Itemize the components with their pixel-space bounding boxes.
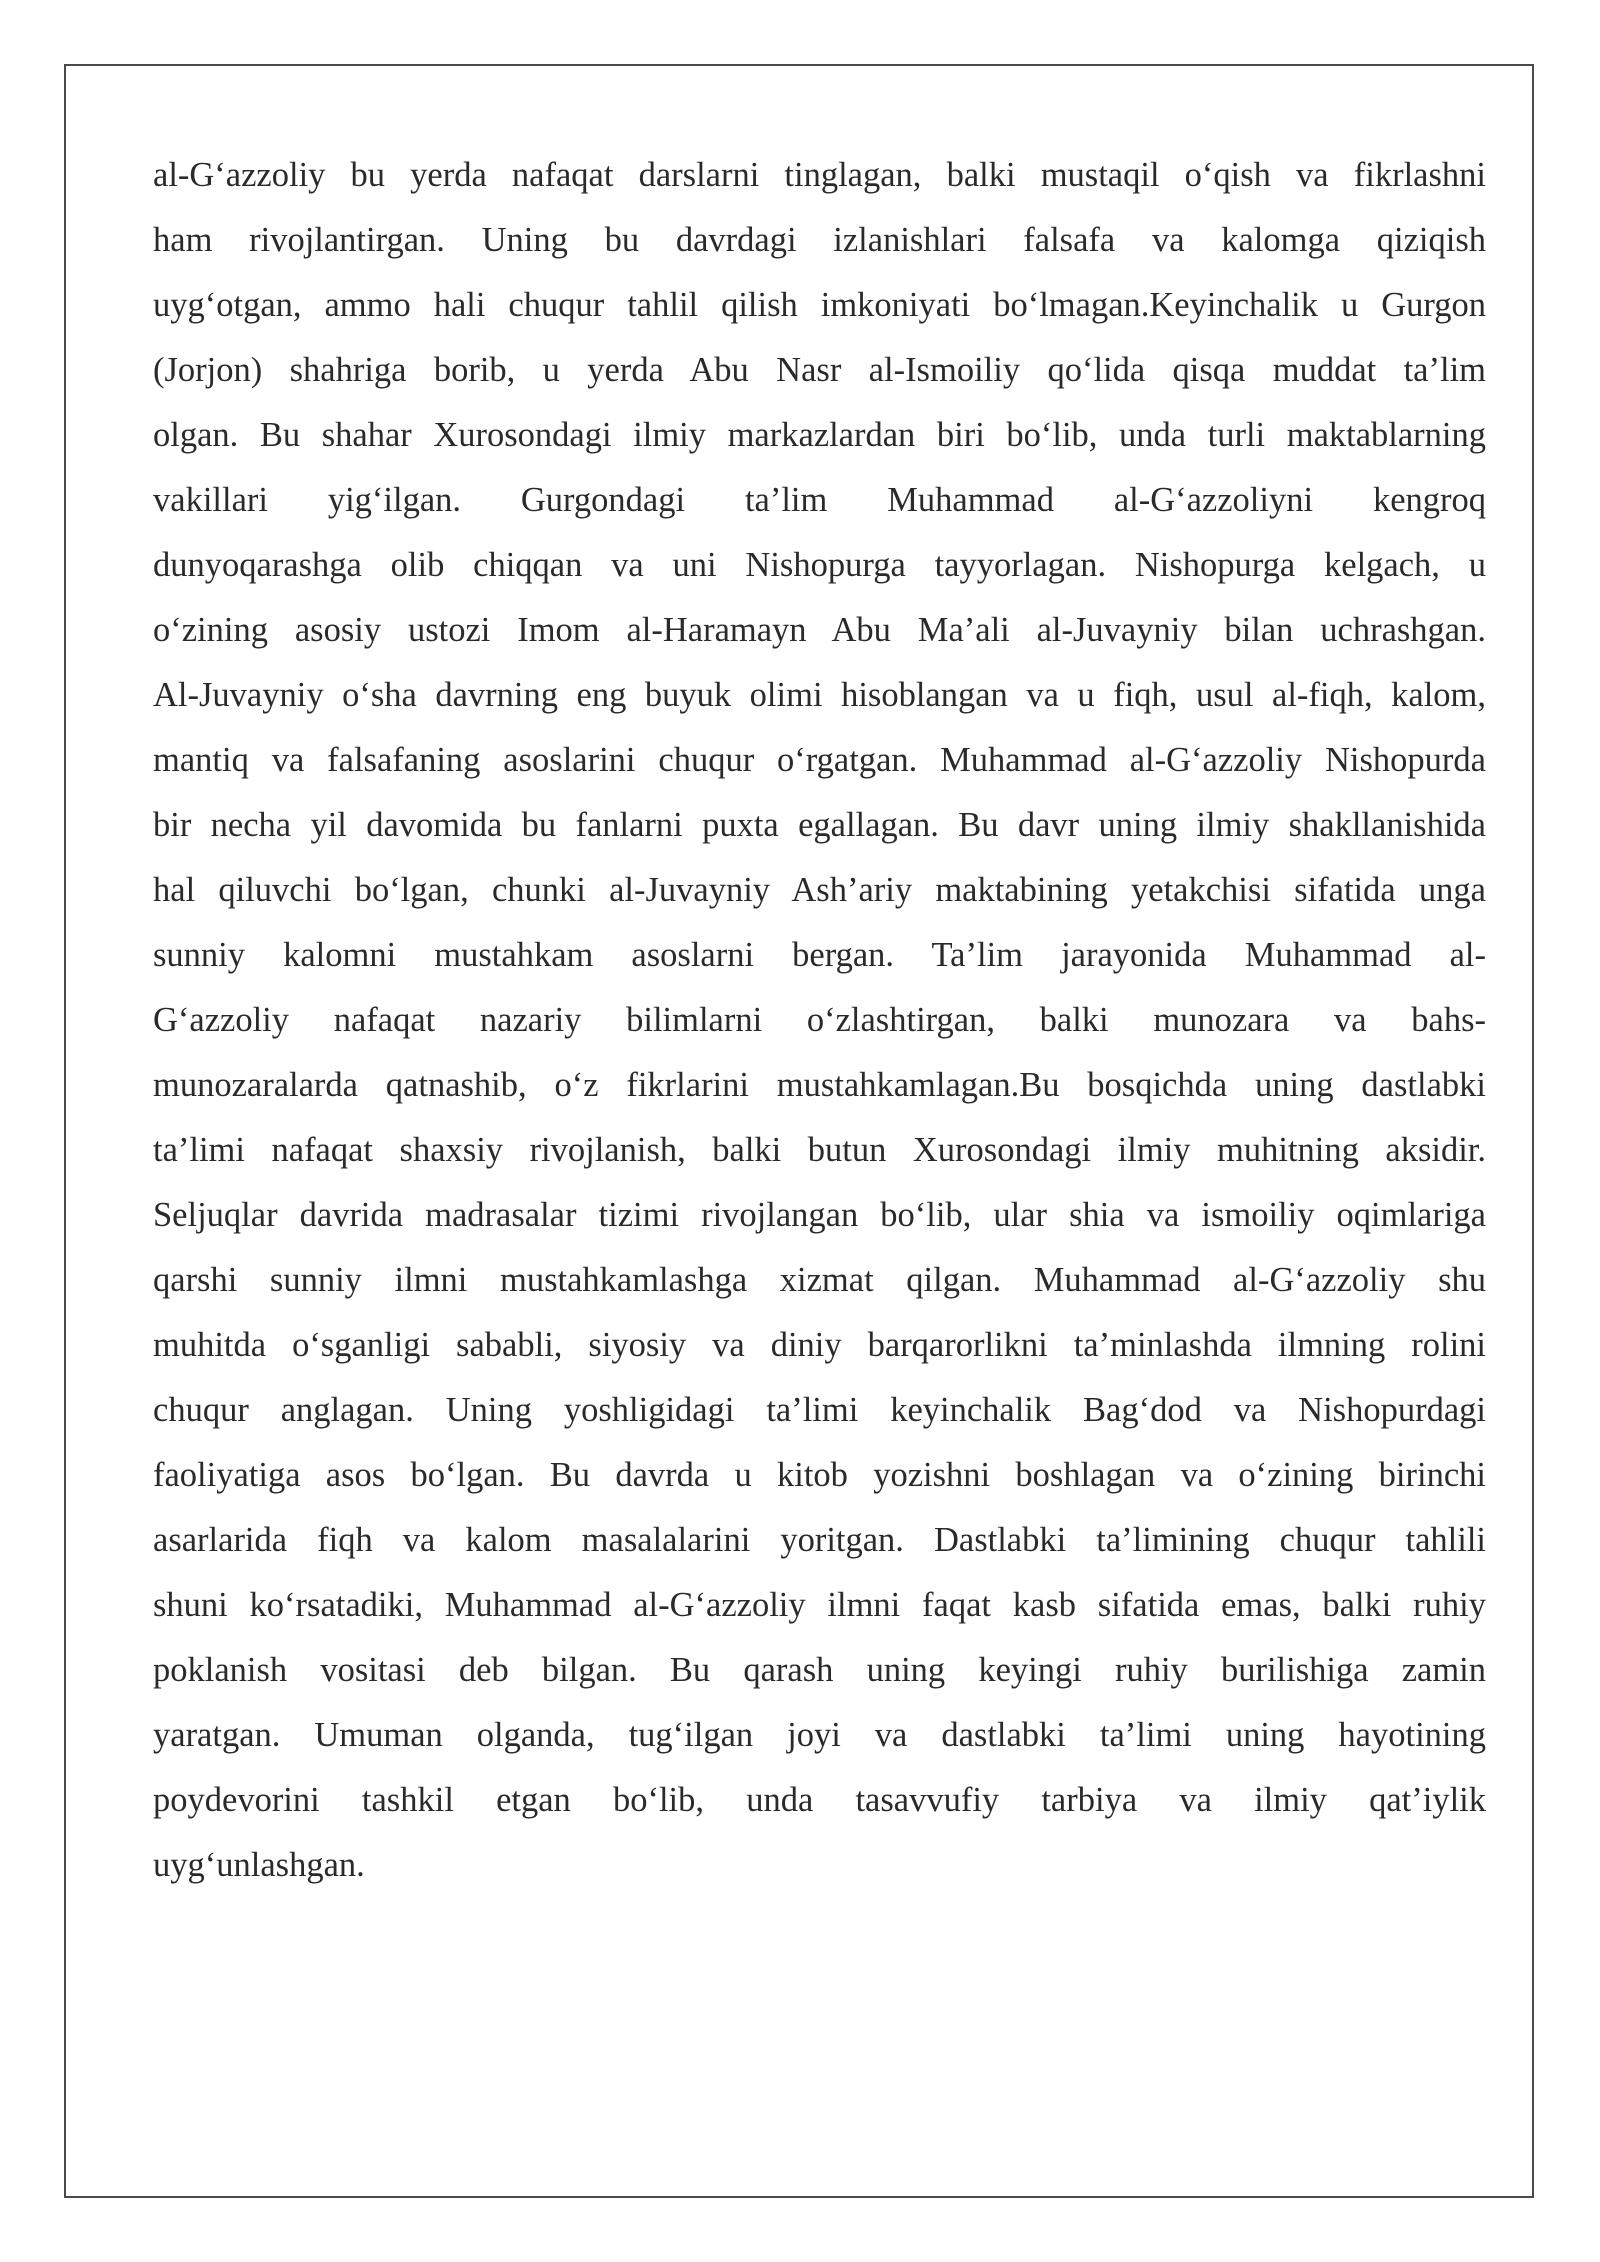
text-line: Al-Juvayniy o‘sha davrning eng buyuk olimi hisoblangan va u fiqh, usul al-fiqh, kalom, [153,676,1486,714]
text-line: shuni ko‘rsatadiki, Muhammad al-G‘azzoliy ilmni faqat kasb sifatida emas, balki ruhiy [153,1586,1486,1624]
text-line: o‘zining asosiy ustozi Imom al-Haramayn Abu Ma’ali al-Juvayniy bilan uchrashgan. [153,611,1486,649]
text-line: asarlarida fiqh va kalom masalalarini yoritgan. Dastlabki ta’limining chuqur tahlili [153,1521,1486,1559]
text-line: olgan. Bu shahar Xurosondagi ilmiy markazlardan biri bo‘lib, unda turli maktablarning [153,416,1486,454]
text-line: bir necha yil davomida bu fanlarni puxta egallagan. Bu davr uning ilmiy shakllanishida [153,806,1486,844]
text-line: faoliyatiga asos bo‘lgan. Bu davrda u kitob yozishni boshlagan va o‘zining birinchi [153,1456,1486,1494]
text-line: dunyoqarashga olib chiqqan va uni Nishopurga tayyorlagan. Nishopurga kelgach, u [153,546,1486,584]
text-line: al-G‘azzoliy bu yerda nafaqat darslarni tinglagan, balki mustaqil o‘qish va fikrlashni [153,156,1486,194]
text-line: poydevorini tashkil etgan bo‘lib, unda tasavvufiy tarbiya va ilmiy qat’iylik [153,1781,1486,1819]
text-line: muhitda o‘sganligi sababli, siyosiy va diniy barqarorlikni ta’minlashda ilmning rolini [153,1326,1486,1364]
text-line: qarshi sunniy ilmni mustahkamlashga xizmat qilgan. Muhammad al-G‘azzoliy shu [153,1261,1486,1299]
text-line: chuqur anglagan. Uning yoshligidagi ta’limi keyinchalik Bag‘dod va Nishopurdagi [153,1391,1486,1429]
text-line: mantiq va falsafaning asoslarini chuqur o‘rgatgan. Muhammad al-G‘azzoliy Nishopurda [153,741,1486,779]
text-line: ham rivojlantirgan. Uning bu davrdagi izlanishlari falsafa va kalomga qiziqish [153,221,1486,259]
text-line: yaratgan. Umuman olganda, tug‘ilgan joyi va dastlabki ta’limi uning hayotining [153,1716,1486,1754]
text-line: uyg‘unlashgan. [153,1846,365,1884]
text-line: G‘azzoliy nafaqat nazariy bilimlarni o‘zlashtirgan, balki munozara va bahs- [153,1001,1486,1039]
text-line: (Jorjon) shahriga borib, u yerda Abu Nasr al-Ismoiliy qo‘lida qisqa muddat ta’lim [153,351,1486,389]
text-line: vakillari yig‘ilgan. Gurgondagi ta’lim Muhammad al-G‘azzoliyni kengroq [153,481,1486,519]
text-line: poklanish vositasi deb bilgan. Bu qarash uning keyingi ruhiy burilishiga zamin [153,1651,1486,1689]
body-text [153,148,1486,1903]
text-line: uyg‘otgan, ammo hali chuqur tahlil qilish imkoniyati bo‘lmagan.Keyinchalik u Gurgon [153,286,1486,324]
text-line: ta’limi nafaqat shaxsiy rivojlanish, balki butun Xurosondagi ilmiy muhitning aksidir. [153,1131,1486,1169]
text-line: hal qiluvchi bo‘lgan, chunki al-Juvayniy Ash’ariy maktabining yetakchisi sifatida unga [153,871,1486,909]
text-line: munozaralarda qatnashib, o‘z fikrlarini mustahkamlagan.Bu bosqichda uning dastlabki [153,1066,1486,1104]
text-line: Seljuqlar davrida madrasalar tizimi rivojlangan bo‘lib, ular shia va ismoiliy oqimlariga [153,1196,1486,1234]
text-line: sunniy kalomni mustahkam asoslarni bergan. Ta’lim jarayonida Muhammad al- [153,936,1486,974]
